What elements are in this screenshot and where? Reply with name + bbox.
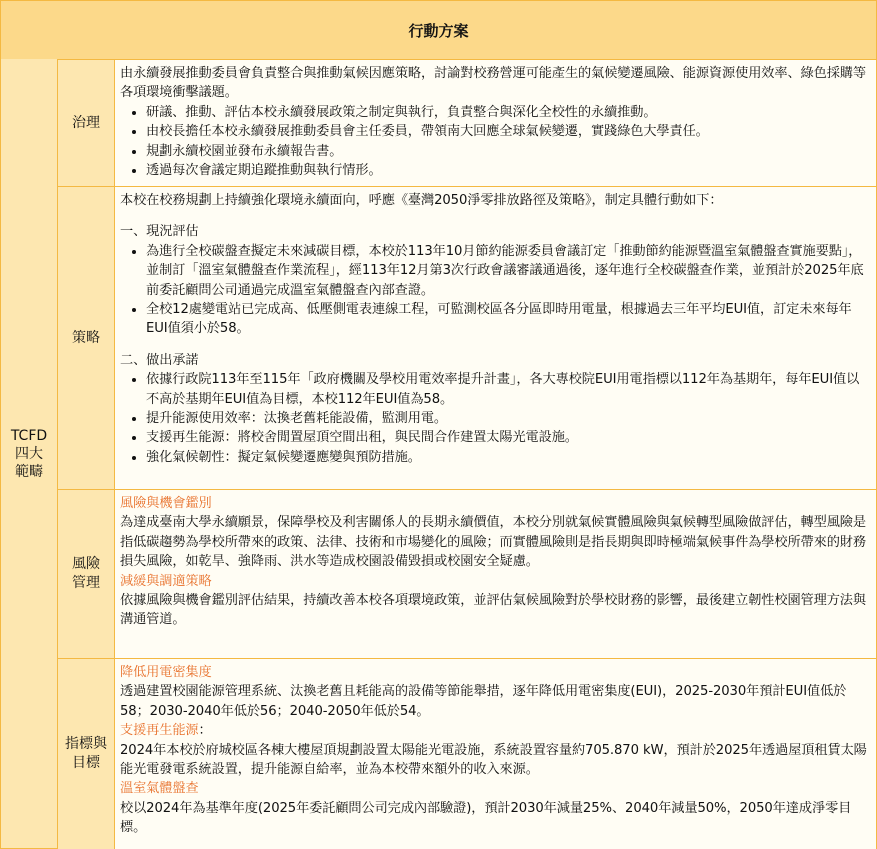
section-paragraph: 為達成臺南大學永續願景，保障學校及利害關係人的長期永續價值，本校分別就氣候實體風險與氣候轉型風險做評估，轉型風險是指低碳趨勢為學校所帶來的政策、法律、技術和市場變化的風險；而實體風險則是指長期與即時極端氣候事件為學校所帶來的財務損失風險，如乾旱、強降雨、洪水等造成校園設備毀損或校園安全疑慮。 <box>120 515 866 570</box>
table-header <box>1 1 876 59</box>
list-item: • 依據行政院113年至115年「政府機關及學校用電效率提升計畫」，各大專校院EUI用電指標以112年為基期年，每年EUI值以不高於基期年EUI值為目標，本校112年EUI值為58。 <box>146 370 870 409</box>
tcfd-label-line: TCFD <box>10 427 48 444</box>
tcfd-category-label <box>1 59 58 848</box>
table-title: 行動方案 <box>408 21 469 40</box>
list-item: • 規劃永續校園並發布永續報告書。 <box>146 142 870 161</box>
strategy-section-title: 一、現況評估 <box>120 224 199 240</box>
row-label-text: 指標與 <box>65 736 107 752</box>
list-item: • 提升能源使用效率：汰換老舊耗能設備，監測用電。 <box>146 409 870 428</box>
section-paragraph: 透過建置校園能源管理系統、汰換老舊且耗能高的設備等節能舉措，逐年降低用電密集度(EUI)，2025-2030年預計EUI值低於58；2030-2040年低於56；2040-2050年低於54。 <box>120 684 847 719</box>
governance-row <box>58 59 876 186</box>
row-label-text: 策略 <box>72 329 100 346</box>
strategy-commitment-list <box>120 370 870 467</box>
strategy-row <box>58 186 876 489</box>
list-item: • 為進行全校碳盤查擬定未來減碳目標，本校於113年10月節約能源委員會議訂定「推動節約能源暨溫室氣體盤查實施要點」，並制訂「溫室氣體盤查作業流程」，經113年12月第3次行政會議審議通過後，逐年進行全校碳盤查作業，並預計於2025年底前委託顧問公司通過完成溫室氣體盤查內部查證。 <box>146 242 870 300</box>
row-label-text: 目標 <box>72 755 100 771</box>
section-paragraph: 校以2024年為基準年度(2025年委託顧問公司完成內部驗證)，預計2030年減量25%、2040年減量50%，2050年達成淨零目標。 <box>120 800 852 836</box>
list-item: • 全校12處變電站已完成高、低壓側電表連線工程，可監測校區各分區即時用電量，根據過去三年平均EUI值，訂定未來每年EUI值須小於58。 <box>146 300 870 339</box>
strategy-section-title: 二、做出承諾 <box>120 352 199 368</box>
governance-content <box>115 60 876 186</box>
list-item: • 透過每次會議定期追蹤推動與執行情形。 <box>146 161 870 180</box>
section-heading: 風險與機會鑑別 <box>120 496 212 511</box>
list-item: • 支援再生能源：將校舍閒置屋頂空間出租，與民間合作建置太陽光電設施。 <box>146 428 870 447</box>
tcfd-label-line: 範疇 <box>15 463 43 480</box>
heading-suffix: ： <box>198 723 212 739</box>
section-heading: 降低用電密集度 <box>120 665 212 680</box>
section-heading: 減緩與調適策略 <box>120 573 212 589</box>
risk-management-content <box>115 490 876 658</box>
governance-list <box>120 103 870 181</box>
section-heading: 支援再生能源 <box>120 723 199 739</box>
section-paragraph: 依據風險與機會鑑別評估結果，持續改善本校各項環境政策，並評估氣候風險對於學校財務的影響，最後建立韌性校園管理方法與溝通管道。 <box>120 593 866 628</box>
list-item: • 強化氣候韌性：擬定氣候變遷應變與預防措施。 <box>146 448 870 467</box>
section-paragraph: 2024年本校於府城校區各棟大樓屋頂規劃設置太陽能光電設施，系統設置容量約705.870 kW，預計於2025年透過屋頂租賃太陽能光電發電系統設置，提升能源自給率，並為本校帶來額外的收入來源。 <box>120 742 867 778</box>
row-label-text: 治理 <box>72 114 100 131</box>
risk-management-row <box>58 489 876 658</box>
row-label-text: 風險 <box>72 556 100 572</box>
strategy-assessment-list <box>120 242 870 339</box>
strategy-content <box>115 187 876 489</box>
metrics-targets-content <box>115 659 876 849</box>
list-item: • 研議、推動、評估本校永續發展政策之制定與執行，負責整合與深化全校性的永續推動。 <box>146 103 870 122</box>
strategy-intro: 本校在校務規劃上持續強化環境永續面向，呼應《臺灣2050淨零排放路徑及策略》，制定具體行動如下： <box>120 193 723 208</box>
risk-management-label <box>58 490 115 658</box>
metrics-targets-row <box>58 658 876 849</box>
list-item: • 由校長擔任本校永續發展推動委員會主任委員，帶領南大回應全球氣候變遷，實踐綠色大學責任。 <box>146 122 870 141</box>
governance-label <box>58 60 115 186</box>
section-heading: 溫室氣體盤查 <box>120 781 199 797</box>
governance-intro: 由永續發展推動委員會負責整合與推動氣候因應策略，討論對校務營運可能產生的氣候變遷風險、能源資源使用效率、綠色採購等各項環境衝擊議題。 <box>120 66 866 101</box>
row-label-text: 管理 <box>72 575 100 591</box>
metrics-targets-label <box>58 659 115 849</box>
strategy-label <box>58 187 115 489</box>
tcfd-label-line: 四大 <box>15 445 43 462</box>
